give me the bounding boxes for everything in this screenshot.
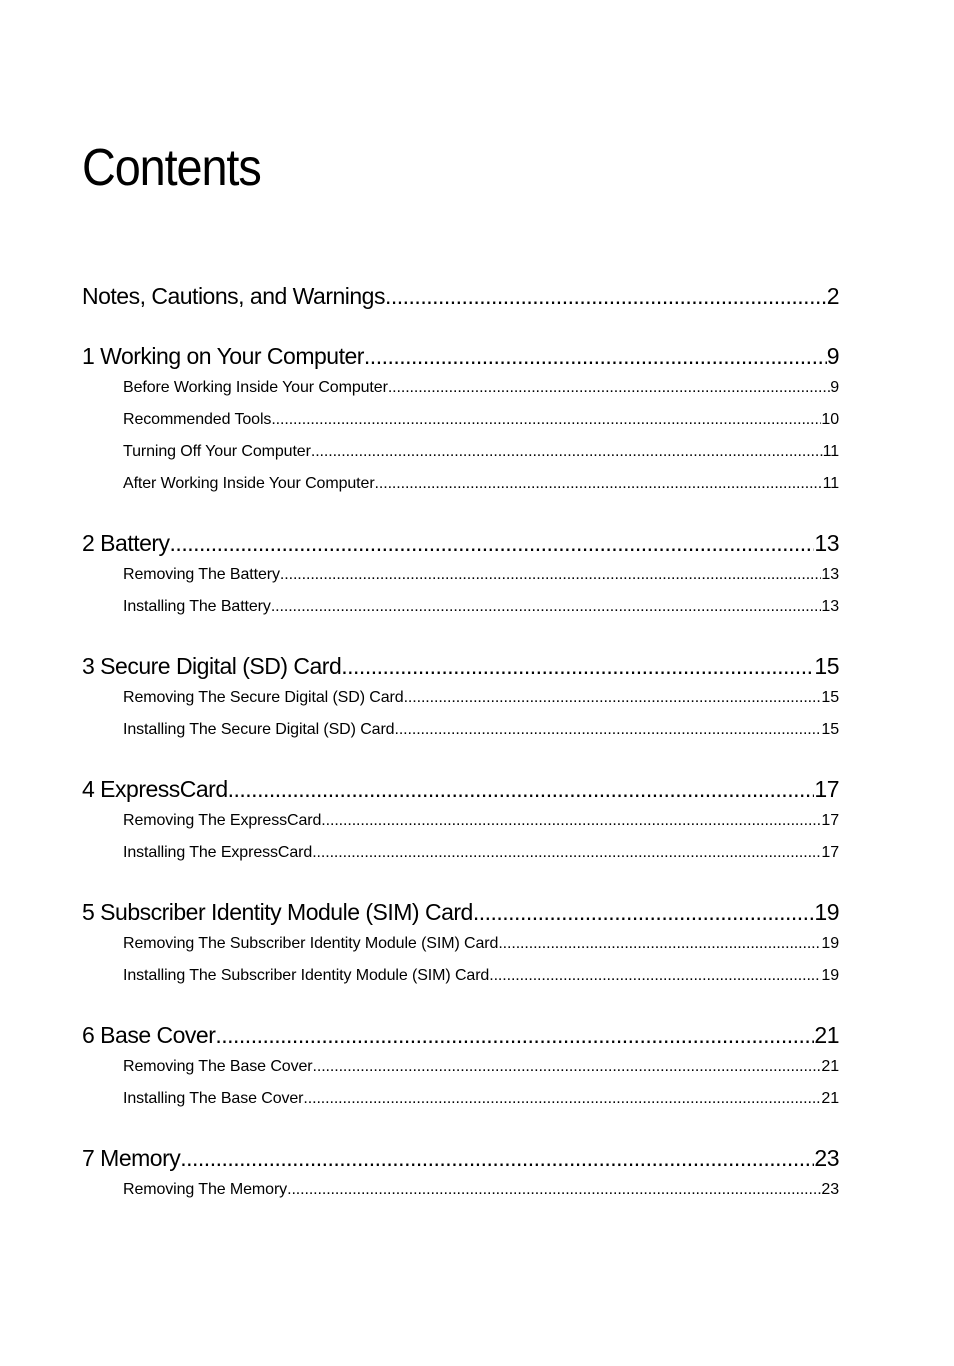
toc-page-number: 19 — [821, 935, 839, 952]
toc-section-title: Installing The Battery — [123, 598, 271, 615]
toc-group — [82, 896, 839, 992]
dot-leader — [287, 1174, 821, 1206]
toc-section-title: Installing The Base Cover — [123, 1090, 304, 1107]
dot-leader — [489, 960, 821, 992]
toc-page-number: 21 — [821, 1090, 839, 1107]
toc-chapter-title: 6 Base Cover — [82, 1022, 216, 1048]
toc-page-number: 15 — [814, 653, 839, 679]
toc-chapter-entry[interactable] — [82, 340, 839, 372]
toc-chapter-title: 7 Memory — [82, 1145, 181, 1171]
toc-page-number: 23 — [814, 1145, 839, 1171]
toc-section-entry[interactable] — [82, 960, 839, 992]
dot-leader — [313, 1051, 822, 1083]
dot-leader — [364, 340, 827, 372]
dot-leader — [321, 805, 821, 837]
toc-group — [82, 650, 839, 746]
toc-section-entry[interactable] — [82, 682, 839, 714]
dot-leader — [375, 468, 823, 500]
toc-page-number: 11 — [822, 443, 839, 460]
toc-group — [82, 280, 839, 312]
toc-page-number: 23 — [821, 1181, 839, 1198]
toc-section-entry[interactable] — [82, 837, 839, 869]
dot-leader — [180, 1142, 814, 1174]
toc-section-entry[interactable] — [82, 404, 839, 436]
toc-group — [82, 773, 839, 869]
dot-leader — [312, 837, 821, 869]
toc-page-number: 15 — [821, 721, 839, 738]
toc-page-number: 17 — [814, 776, 839, 802]
toc-page-number: 19 — [821, 967, 839, 984]
toc-group — [82, 527, 839, 623]
dot-leader — [311, 436, 823, 468]
toc-chapter-entry[interactable] — [82, 896, 839, 928]
toc-chapter-entry[interactable] — [82, 1142, 839, 1174]
toc-chapter-title: 4 ExpressCard — [82, 776, 228, 802]
dot-leader — [170, 527, 815, 559]
dot-leader — [271, 591, 822, 623]
toc-page-number: 19 — [814, 899, 839, 925]
toc-section-title: Removing The ExpressCard — [123, 812, 322, 829]
dot-leader — [394, 714, 821, 746]
toc-page-number: 11 — [822, 475, 839, 492]
toc-section-entry[interactable] — [82, 928, 839, 960]
toc-chapter-entry[interactable] — [82, 1019, 839, 1051]
dot-leader — [228, 773, 815, 805]
toc-section-title: Before Working Inside Your Computer — [123, 379, 388, 396]
toc-section-entry[interactable] — [82, 468, 839, 500]
toc-page-number: 10 — [821, 411, 839, 428]
toc-page-number: 17 — [821, 812, 839, 829]
toc-section-title: Removing The Subscriber Identity Module (SIM) Card — [123, 935, 499, 952]
toc-section-title: Removing The Battery — [123, 566, 280, 583]
toc-chapter-entry[interactable] — [82, 280, 839, 312]
toc-page-number: 17 — [821, 844, 839, 861]
toc-section-title: Installing The Subscriber Identity Module (SIM) Card — [123, 967, 490, 984]
table-of-contents — [82, 280, 839, 1233]
dot-leader — [271, 404, 821, 436]
toc-section-entry[interactable] — [82, 436, 839, 468]
toc-section-title: Turning Off Your Computer — [123, 443, 311, 460]
toc-page-number: 13 — [821, 598, 839, 615]
toc-group — [82, 340, 839, 500]
toc-section-entry[interactable] — [82, 1051, 839, 1083]
toc-chapter-title: 2 Battery — [82, 530, 170, 556]
toc-section-title: Installing The ExpressCard — [123, 844, 313, 861]
toc-section-title: Recommended Tools — [123, 411, 272, 428]
dot-leader — [341, 650, 814, 682]
toc-section-entry[interactable] — [82, 805, 839, 837]
toc-section-entry[interactable] — [82, 714, 839, 746]
dot-leader — [498, 928, 821, 960]
toc-section-entry[interactable] — [82, 1174, 839, 1206]
toc-group — [82, 1019, 839, 1115]
toc-section-title: Removing The Secure Digital (SD) Card — [123, 689, 404, 706]
toc-chapter-title: Notes, Cautions, and Warnings — [82, 283, 385, 309]
toc-page-number: 9 — [826, 343, 839, 369]
toc-page-number: 2 — [826, 283, 839, 309]
toc-page-number: 13 — [814, 530, 839, 556]
toc-page-number: 13 — [821, 566, 839, 583]
dot-leader — [388, 372, 830, 404]
toc-page-number: 15 — [821, 689, 839, 706]
toc-chapter-title: 5 Subscriber Identity Module (SIM) Card — [82, 899, 473, 925]
dot-leader — [280, 559, 821, 591]
toc-group — [82, 1142, 839, 1206]
dot-leader — [215, 1019, 814, 1051]
toc-page-number: 21 — [821, 1058, 839, 1075]
toc-section-title: Removing The Base Cover — [123, 1058, 313, 1075]
toc-chapter-entry[interactable] — [82, 773, 839, 805]
toc-section-entry[interactable] — [82, 372, 839, 404]
toc-page-number: 9 — [830, 379, 839, 396]
toc-section-entry[interactable] — [82, 559, 839, 591]
toc-chapter-title: 3 Secure Digital (SD) Card — [82, 653, 342, 679]
dot-leader — [404, 682, 822, 714]
toc-chapter-entry[interactable] — [82, 650, 839, 682]
toc-section-title: Removing The Memory — [123, 1181, 288, 1198]
toc-chapter-entry[interactable] — [82, 527, 839, 559]
page-title: Contents — [82, 139, 261, 197]
toc-chapter-title: 1 Working on Your Computer — [82, 343, 364, 369]
toc-section-entry[interactable] — [82, 591, 839, 623]
toc-section-entry[interactable] — [82, 1083, 839, 1115]
toc-section-title: Installing The Secure Digital (SD) Card — [123, 721, 395, 738]
toc-page-number: 21 — [814, 1022, 839, 1048]
dot-leader — [303, 1083, 821, 1115]
toc-section-title: After Working Inside Your Computer — [123, 475, 375, 492]
dot-leader — [385, 280, 827, 312]
dot-leader — [473, 896, 815, 928]
